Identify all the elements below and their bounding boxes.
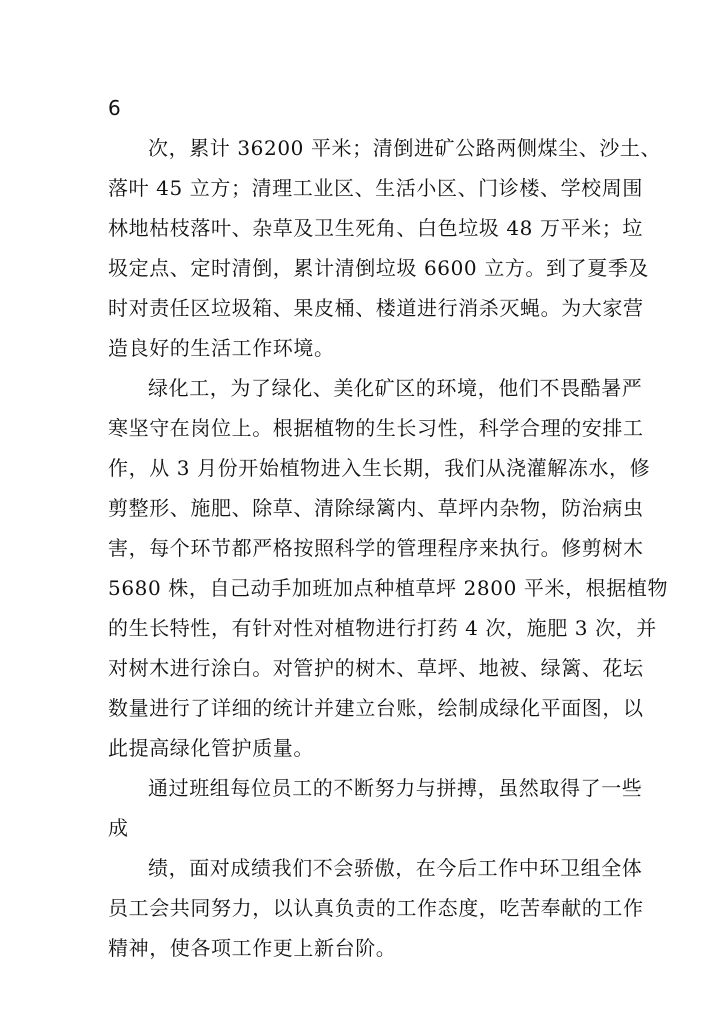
text-line: 害，每个环节都严格按照科学的管理程序来执行。修剪树木 [108, 536, 644, 560]
text-line: 作，从 3 月份开始植物进入生长期，我们从浇灌解冻水，修 [108, 456, 651, 480]
text-line: 通过班组每位员工的不断努力与拼搏，虽然取得了一些 [148, 776, 643, 800]
text-line: 绿化工，为了绿化、美化矿区的环境，他们不畏酷暑严 [148, 376, 643, 400]
text-line: 此提高绿化管护质量。 [108, 736, 314, 760]
text-line: 次，累计 36200 平米；清倒进矿公路两侧煤尘、沙土、 [148, 136, 662, 160]
text-line: 时对责任区垃圾箱、果皮桶、楼道进行消杀灭蝇。为大家营 [108, 296, 644, 320]
text-line: 精神，使各项工作更上新台阶。 [108, 936, 397, 960]
text-line: 林地枯枝落叶、杂草及卫生死角、白色垃圾 48 万平米；垃 [108, 216, 643, 240]
text-line: 造良好的生活工作环境。 [108, 336, 335, 360]
page-number: 6 [108, 96, 121, 120]
text-line: 对树木进行涂白。对管护的树木、草坪、地被、绿篱、花坛 [108, 656, 644, 680]
text-line: 寒坚守在岗位上。根据植物的生长习性，科学合理的安排工 [108, 416, 644, 440]
text-line: 成 [108, 816, 129, 840]
text-line: 数量进行了详细的统计并建立台账，绘制成绿化平面图，以 [108, 696, 644, 720]
text-line: 圾定点、定时清倒，累计清倒垃圾 6600 立方。到了夏季及 [108, 256, 650, 280]
text-line: 绩，面对成绩我们不会骄傲，在今后工作中环卫组全体 [148, 856, 643, 880]
text-line: 的生长特性，有针对性对植物进行打药 4 次，施肥 3 次，并 [108, 616, 657, 640]
text-line: 5680 株，自己动手加班加点种植草坪 2800 平米，根据植物 [108, 576, 669, 600]
text-line: 员工会共同努力，以认真负责的工作态度，吃苦奉献的工作 [108, 896, 644, 920]
text-line: 落叶 45 立方；清理工业区、生活小区、门诊楼、学校周围 [108, 176, 643, 200]
text-line: 剪整形、施肥、除草、清除绿篱内、草坪内杂物，防治病虫 [108, 496, 644, 520]
